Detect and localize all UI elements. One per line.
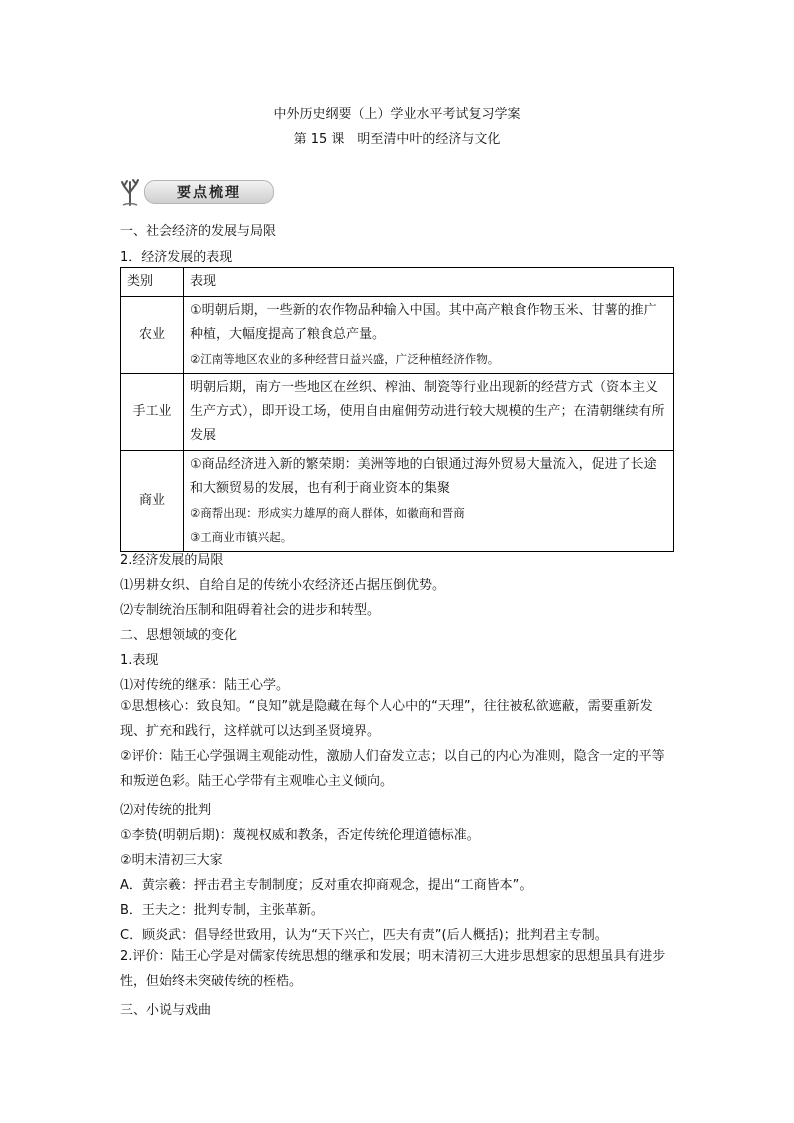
tree-icon xyxy=(118,178,142,206)
table-header-cell: 类别 xyxy=(121,268,184,297)
cell-text: ②商帮出现：形成实力雄厚的商人群体，如徽商和晋商 xyxy=(190,506,465,520)
cell-text: ②江南等地区农业的多种经营日益兴盛，广泛种植经济作物。 xyxy=(190,352,500,366)
banner-label: 要点梳理 xyxy=(144,180,274,204)
content-cell xyxy=(184,297,674,374)
paragraph: ⑴男耕女织、自给自足的传统小农经济还占据压倒优势。 xyxy=(120,578,446,593)
document-title: 中外历史纲要（上）学业水平考试复习学案 xyxy=(273,107,521,122)
section-heading: 三、小说与戏曲 xyxy=(120,1003,212,1018)
paragraph: ⑵对传统的批判 xyxy=(120,803,212,818)
cell-text: ③工商业市镇兴起。 xyxy=(190,530,293,544)
lesson-subtitle: 第 15 课 明至清中叶的经济与文化 xyxy=(293,132,501,147)
cell-text: ①商品经济进入新的繁荣期：美洲等地的白银通过海外贸易大量流入，促进了长途和大额贸易的发展，也有利于商业资本的集聚 xyxy=(190,457,657,496)
table-row xyxy=(121,374,674,451)
category-cell: 商业 xyxy=(121,451,184,552)
subheading: 2.经济发展的局限 xyxy=(120,553,224,568)
content-cell xyxy=(184,451,674,552)
paragraph: ①思想核心：致良知。“良知”就是隐藏在每个人心中的“天理”，往往被私欲遮蔽，需要重新发现、扩充和践行，这样就可以达到圣贤境界。 xyxy=(120,699,653,739)
table-row xyxy=(121,451,674,552)
paragraph: ⑵专制统治压制和阻碍着社会的进步和转型。 xyxy=(120,603,381,618)
paragraph: ②评价：陆王心学强调主观能动性，激励人们奋发立志；以自己的内心为准则，隐含一定的平等和叛逆色彩。陆王心学带有主观唯心主义倾向。 xyxy=(120,749,665,789)
section-heading: 一、社会经济的发展与局限 xyxy=(120,224,277,239)
subheading: 1.表现 xyxy=(120,653,159,668)
paragraph: ①李贽(明朝后期)：蔑视权威和教条，否定传统伦理道德标准。 xyxy=(120,828,480,843)
table-header-row xyxy=(121,268,674,297)
section-heading: 二、思想领域的变化 xyxy=(120,628,238,643)
cell-text: ①明朝后期，一些新的农作物品种输入中国。其中高产粮食作物玉米、甘薯的推广种植，大幅度提高了粮食总产量。 xyxy=(190,303,657,342)
paragraph: 2.评价：陆王心学是对儒家传统思想的继承和发展；明末清初三大进步思想家的思想虽具有进步性，但始终未突破传统的桎梏。 xyxy=(120,949,666,989)
subheading: 1．经济发展的表现 xyxy=(120,250,233,265)
section-banner xyxy=(118,178,274,206)
table-row xyxy=(121,297,674,374)
paragraph: ②明末清初三大家 xyxy=(120,853,223,868)
content-cell: 明朝后期，南方一些地区在丝织、榨油、制瓷等行业出现新的经营方式（资本主义生产方式），即开设工场，使用自由雇佣劳动进行较大规模的生产；在清朝继续有所发展 xyxy=(184,374,674,451)
paragraph: B．王夫之：批判专制，主张革新。 xyxy=(120,903,324,918)
category-cell: 农业 xyxy=(121,297,184,374)
economy-table xyxy=(120,267,674,552)
paragraph: C．顾炎武：倡导经世致用，认为“天下兴亡，匹夫有责”(后人概括)；批判君主专制。 xyxy=(120,928,608,943)
paragraph: A．黄宗羲：抨击君主专制制度；反对重农抑商观念，提出“工商皆本”。 xyxy=(120,878,533,893)
category-cell: 手工业 xyxy=(121,374,184,451)
paragraph: ⑴对传统的继承：陆王心学。 xyxy=(120,678,290,693)
table-header-cell: 表现 xyxy=(184,268,674,297)
